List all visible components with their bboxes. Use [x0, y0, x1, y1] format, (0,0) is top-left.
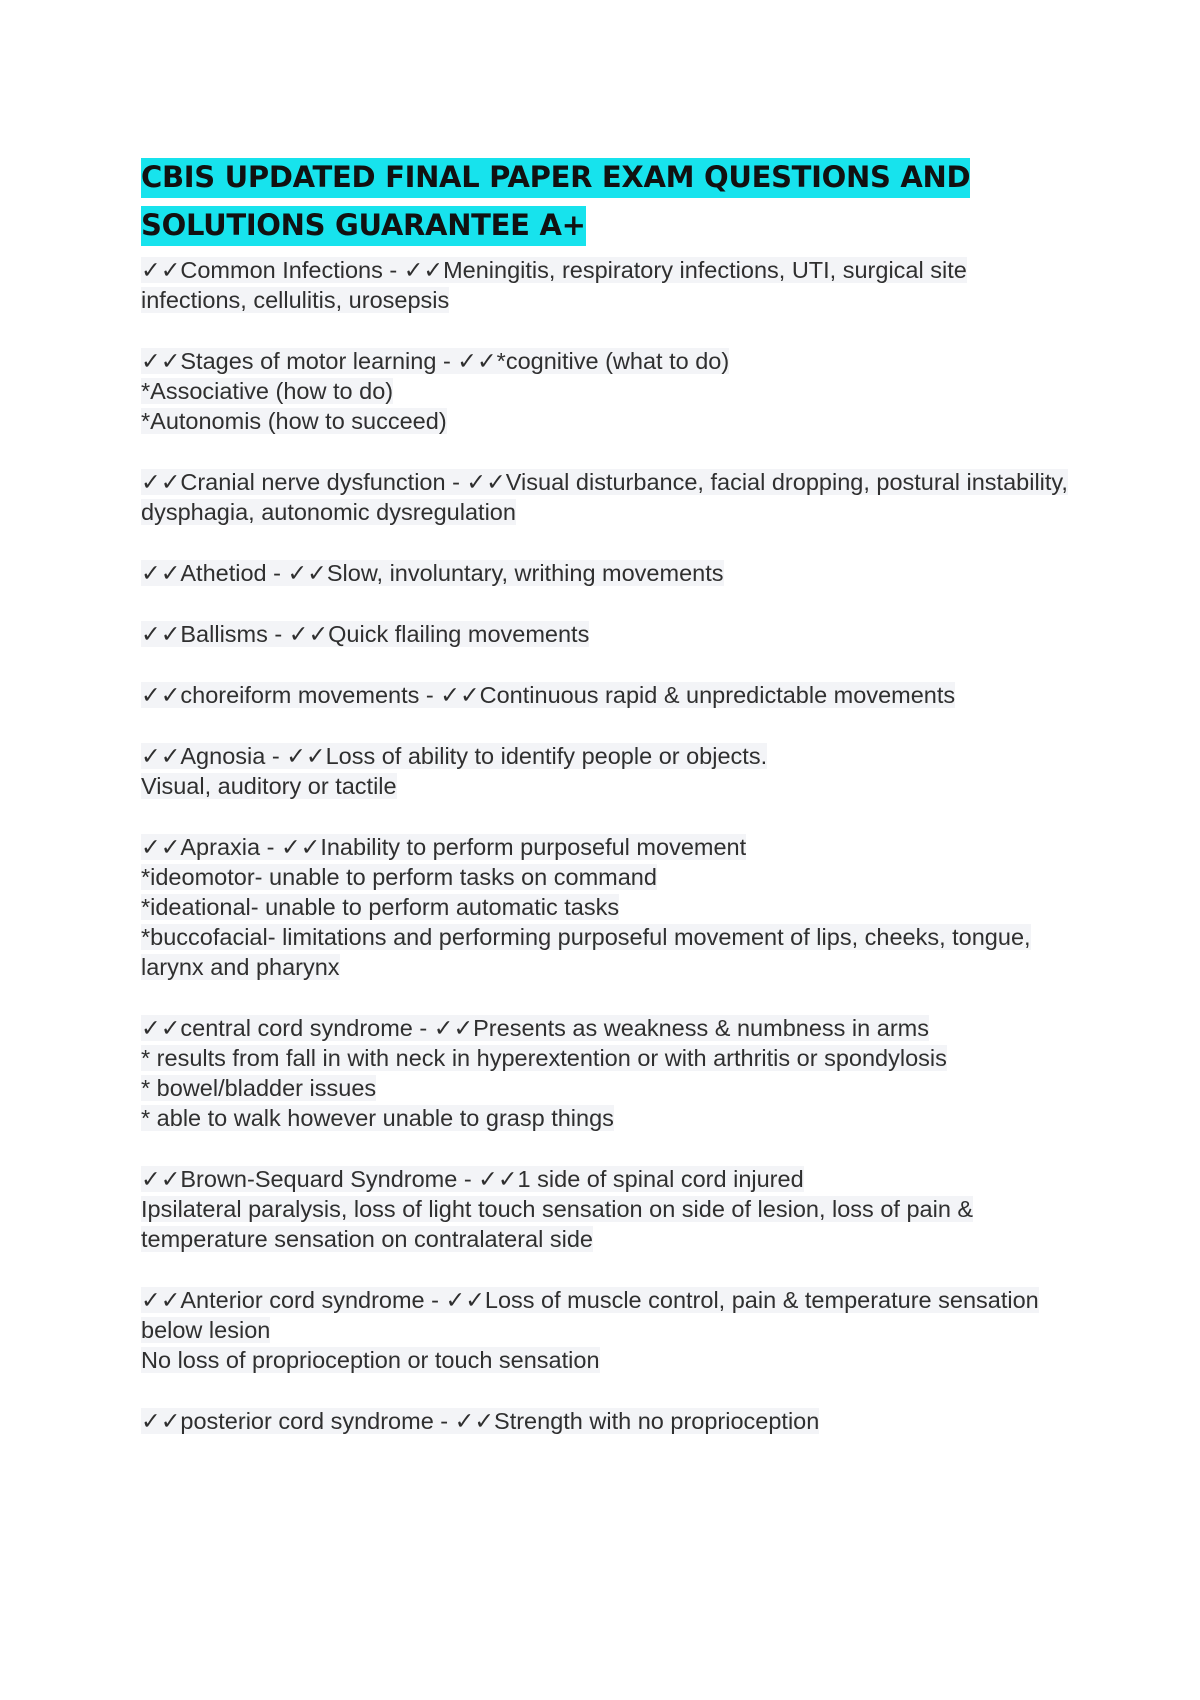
qa-answer-line [141, 892, 1076, 922]
qa-answer-line [141, 1073, 1076, 1103]
document-title [141, 153, 1076, 249]
qa-answer-line [141, 1103, 1076, 1133]
title-line-1: CBIS UPDATED FINAL PAPER EXAM QUESTIONS AND [141, 158, 970, 198]
qa-line-text: ✓✓Apraxia - ✓✓Inability to perform purposeful movement [141, 834, 747, 860]
qa-question-line [141, 680, 1076, 710]
qa-line-text: * bowel/bladder issues [141, 1075, 377, 1101]
qa-list [141, 255, 1076, 1436]
qa-answer-line [141, 771, 1076, 801]
qa-question-line [141, 1013, 1076, 1043]
qa-question-line [141, 832, 1076, 862]
qa-entry [141, 1285, 1076, 1375]
qa-entry [141, 832, 1076, 982]
qa-line-text: Visual, auditory or tactile [141, 773, 397, 799]
qa-entry [141, 255, 1076, 315]
qa-entry [141, 1013, 1076, 1133]
qa-line-text: ✓✓Common Infections - ✓✓Meningitis, respiratory infections, UTI, surgical site infections, cellulitis, urosepsis [141, 257, 967, 313]
qa-line-text: * able to walk however unable to grasp things [141, 1105, 614, 1131]
qa-line-text: ✓✓Cranial nerve dysfunction - ✓✓Visual disturbance, facial dropping, postural instability, dysphagia, autonomic dysregulation [141, 469, 1068, 525]
qa-answer-line [141, 862, 1076, 892]
qa-entry [141, 467, 1076, 527]
qa-line-text: *ideational- unable to perform automatic tasks [141, 894, 620, 920]
qa-question-line [141, 255, 1076, 315]
qa-line-text: *buccofacial- limitations and performing purposeful movement of lips, cheeks, tongue, larynx and pharynx [141, 924, 1031, 980]
qa-line-text: Ipsilateral paralysis, loss of light touch sensation on side of lesion, loss of pain & temperature sensation on contralateral side [141, 1196, 974, 1252]
qa-answer-line [141, 1345, 1076, 1375]
qa-question-line [141, 741, 1076, 771]
qa-line-text: * results from fall in with neck in hyperextention or with arthritis or spondylosis [141, 1045, 947, 1071]
qa-question-line [141, 467, 1076, 527]
qa-entry [141, 741, 1076, 801]
qa-answer-line [141, 922, 1076, 982]
qa-question-line [141, 619, 1076, 649]
qa-line-text: No loss of proprioception or touch sensation [141, 1347, 600, 1373]
qa-line-text: ✓✓Stages of motor learning - ✓✓*cognitive (what to do) [141, 348, 730, 374]
qa-question-line [141, 1164, 1076, 1194]
qa-entry [141, 1164, 1076, 1254]
qa-question-line [141, 1406, 1076, 1436]
qa-line-text: ✓✓Agnosia - ✓✓Loss of ability to identify people or objects. [141, 743, 768, 769]
qa-line-text: *ideomotor- unable to perform tasks on command [141, 864, 657, 890]
qa-entry [141, 680, 1076, 710]
qa-entry [141, 1406, 1076, 1436]
qa-entry [141, 346, 1076, 436]
qa-question-line [141, 558, 1076, 588]
qa-answer-line [141, 406, 1076, 436]
qa-line-text: ✓✓posterior cord syndrome - ✓✓Strength with no proprioception [141, 1408, 820, 1434]
qa-question-line [141, 346, 1076, 376]
qa-answer-line [141, 1043, 1076, 1073]
title-line-2: SOLUTIONS GUARANTEE A+ [141, 206, 586, 246]
qa-line-text: ✓✓Brown-Sequard Syndrome - ✓✓1 side of spinal cord injured [141, 1166, 804, 1192]
qa-entry [141, 558, 1076, 588]
qa-line-text: ✓✓choreiform movements - ✓✓Continuous rapid & unpredictable movements [141, 682, 956, 708]
qa-line-text: *Associative (how to do) [141, 378, 394, 404]
qa-line-text: ✓✓central cord syndrome - ✓✓Presents as weakness & numbness in arms [141, 1015, 929, 1041]
qa-question-line [141, 1285, 1076, 1345]
qa-line-text: *Autonomis (how to succeed) [141, 408, 447, 434]
qa-answer-line [141, 1194, 1076, 1254]
qa-line-text: ✓✓Anterior cord syndrome - ✓✓Loss of muscle control, pain & temperature sensation below lesion [141, 1287, 1039, 1343]
document-body [141, 153, 1076, 1467]
qa-answer-line [141, 376, 1076, 406]
qa-line-text: ✓✓Athetiod - ✓✓Slow, involuntary, writhing movements [141, 560, 724, 586]
qa-line-text: ✓✓Ballisms - ✓✓Quick flailing movements [141, 621, 590, 647]
qa-entry [141, 619, 1076, 649]
